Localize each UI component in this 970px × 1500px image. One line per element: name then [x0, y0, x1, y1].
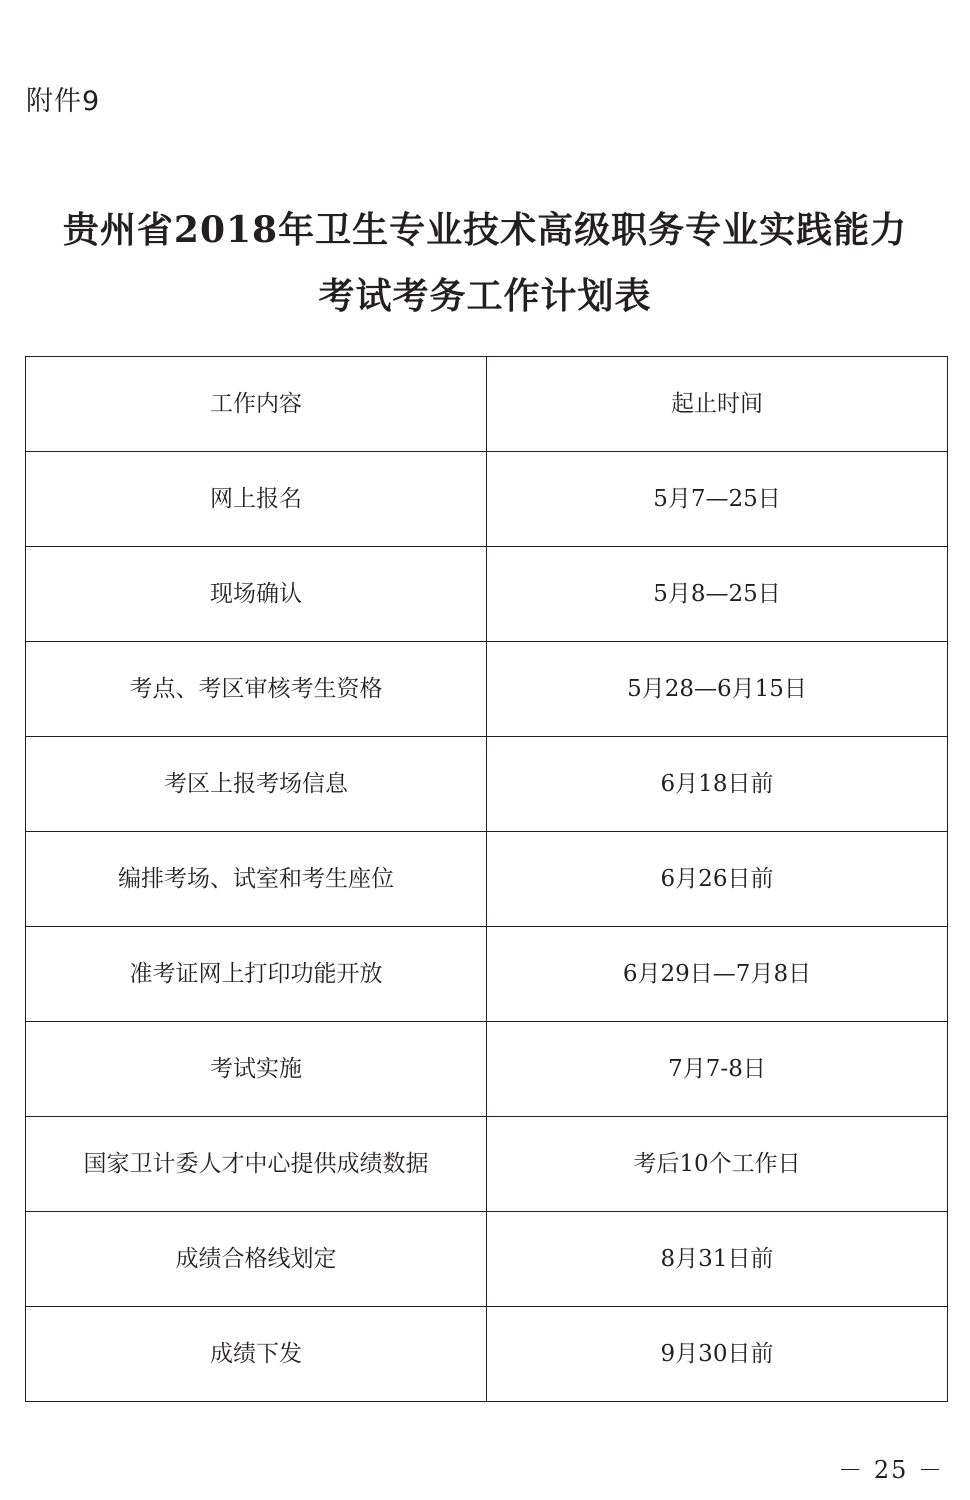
work-content-cell: 考试实施 — [26, 1022, 487, 1117]
work-content-cell: 考点、考区审核考生资格 — [26, 642, 487, 737]
work-content-cell: 成绩下发 — [26, 1307, 487, 1402]
time-range-cell: 6月18日前 — [487, 737, 948, 832]
header-work-content: 工作内容 — [26, 357, 487, 452]
work-content-cell: 成绩合格线划定 — [26, 1212, 487, 1307]
table-row — [26, 1117, 948, 1212]
time-range-cell: 5月28—6月15日 — [487, 642, 948, 737]
table-row — [26, 642, 948, 737]
work-plan-table — [25, 356, 948, 1402]
time-range-cell: 7月7-8日 — [487, 1022, 948, 1117]
time-range-cell: 6月29日—7月8日 — [487, 927, 948, 1022]
work-content-cell: 国家卫计委人才中心提供成绩数据 — [26, 1117, 487, 1212]
table-row — [26, 927, 948, 1022]
table-row — [26, 832, 948, 927]
page-title-line-1: 贵州省2018年卫生专业技术高级职务专业实践能力 — [62, 209, 908, 251]
page-number: － 25 － — [838, 1456, 944, 1484]
work-content-cell: 编排考场、试室和考生座位 — [26, 832, 487, 927]
time-range-cell: 9月30日前 — [487, 1307, 948, 1402]
time-range-cell: 6月26日前 — [487, 832, 948, 927]
table-row — [26, 1307, 948, 1402]
table-row — [26, 547, 948, 642]
work-content-cell: 现场确认 — [26, 547, 487, 642]
header-time-range: 起止时间 — [487, 357, 948, 452]
time-range-cell: 8月31日前 — [487, 1212, 948, 1307]
time-range-cell: 考后10个工作日 — [487, 1117, 948, 1212]
page-title-line-2: 考试考务工作计划表 — [318, 275, 652, 317]
work-content-cell: 考区上报考场信息 — [26, 737, 487, 832]
work-content-cell: 网上报名 — [26, 452, 487, 547]
attachment-label: 附件9 — [26, 86, 101, 117]
table-row — [26, 452, 948, 547]
table-row — [26, 1022, 948, 1117]
table-row — [26, 737, 948, 832]
table-row — [26, 1212, 948, 1307]
table-header-row — [26, 357, 948, 452]
time-range-cell: 5月8—25日 — [487, 547, 948, 642]
time-range-cell: 5月7—25日 — [487, 452, 948, 547]
work-content-cell: 准考证网上打印功能开放 — [26, 927, 487, 1022]
